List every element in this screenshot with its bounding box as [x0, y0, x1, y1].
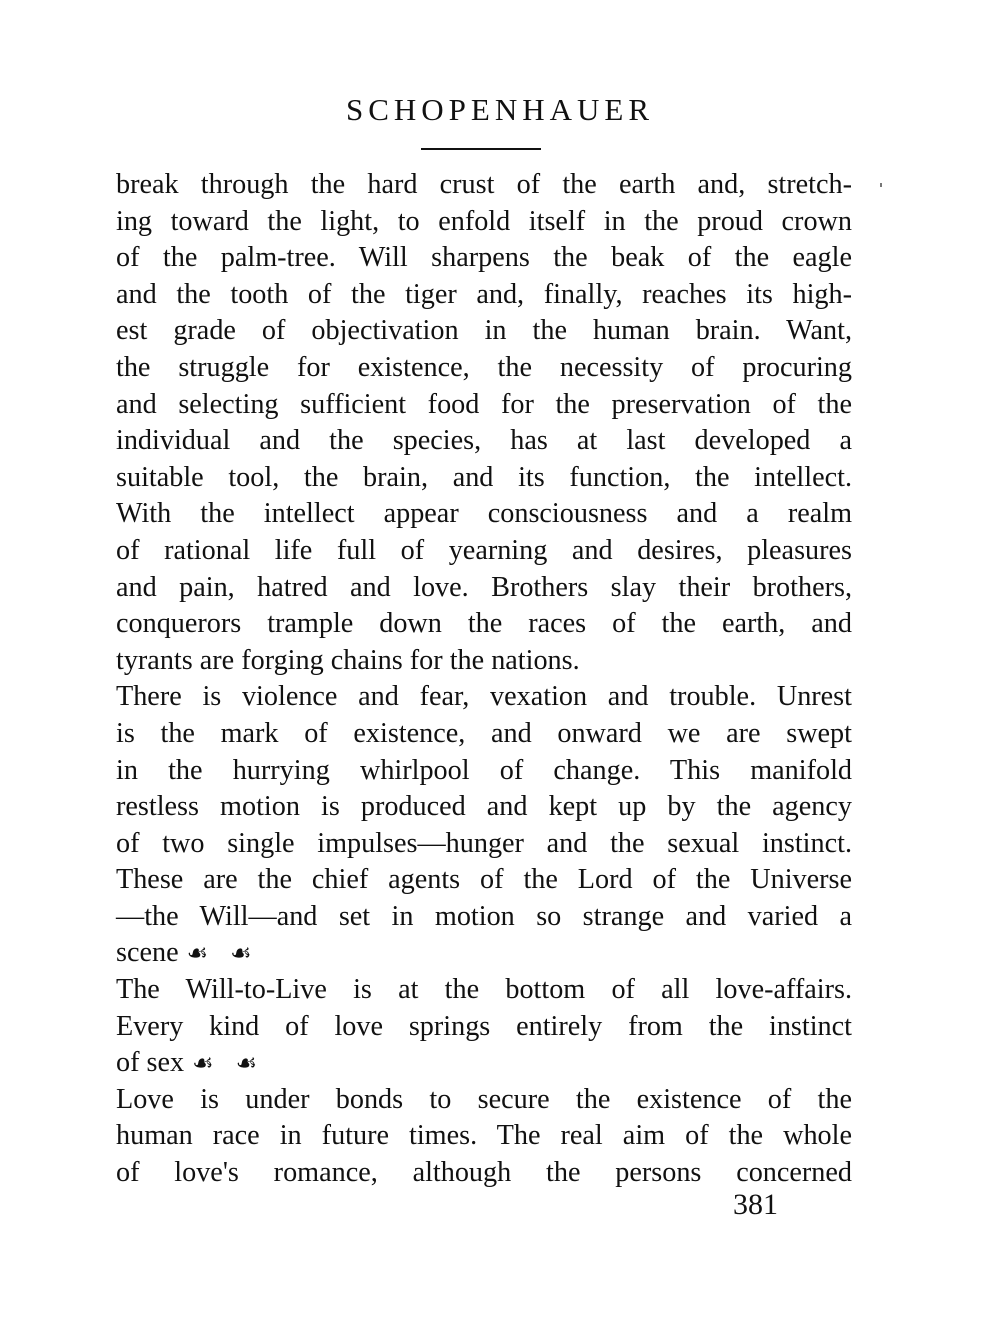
text-line: There is violence and fear, vexation and trouble. Unrest — [116, 681, 852, 713]
text-line: and pain, hatred and love. Brothers slay their brothers, — [116, 571, 852, 603]
text-line: ing toward the light, to enfold itself in the proud crown — [116, 205, 852, 237]
header-rule — [421, 148, 541, 150]
line-text: of sex — [116, 1047, 185, 1079]
text-line: human race in future times. The real aim of the whole — [116, 1120, 852, 1152]
text-line: of the palm-tree. Will sharpens the beak of the eagle — [116, 242, 852, 274]
text-line: in the hurrying whirlpool of change. This manifold — [116, 754, 852, 786]
body-text — [116, 167, 852, 1192]
page-number: 381 — [733, 1188, 778, 1221]
text-line: Love is under bonds to secure the existence of the — [116, 1083, 852, 1115]
text-line: The Will-to-Live is at the bottom of all love-affairs. — [116, 974, 852, 1006]
text-line: Every kind of love springs entirely from the instinct — [116, 1010, 852, 1042]
margin-mark — [880, 183, 882, 187]
text-line: the struggle for existence, the necessity of procuring — [116, 351, 852, 383]
text-line: With the intellect appear consciousness and a realm — [116, 498, 852, 530]
text-line — [116, 935, 852, 972]
fleuron-ornament: ☙ ☙ — [186, 941, 260, 968]
text-line: restless motion is produced and kept up by the agency — [116, 791, 852, 823]
text-line: conquerors trample down the races of the earth, and — [116, 608, 852, 640]
text-line: —the Will—and set in motion so strange and varied a — [116, 900, 852, 932]
text-line: of two single impulses—hunger and the sexual instinct. — [116, 827, 852, 859]
text-line: suitable tool, the brain, and its function, the intellect. — [116, 461, 852, 493]
text-line: These are the chief agents of the Lord of the Universe — [116, 864, 852, 896]
text-line: and the tooth of the tiger and, finally, reaches its high- — [116, 278, 852, 310]
line-text: scene — [116, 937, 179, 969]
text-line: and selecting sufficient food for the preservation of the — [116, 388, 852, 420]
text-line: is the mark of existence, and onward we are swept — [116, 717, 852, 749]
text-line: est grade of objectivation in the human brain. Want, — [116, 315, 852, 347]
text-line: of rational life full of yearning and desires, pleasures — [116, 534, 852, 566]
text-line: of love's romance, although the persons concerned — [116, 1157, 852, 1189]
text-line: individual and the species, has at last developed a — [116, 425, 852, 457]
text-line: break through the hard crust of the earth and, stretch- — [116, 169, 852, 200]
fleuron-ornament: ☙ ☙ — [192, 1051, 266, 1078]
running-head: SCHOPENHAUER — [345, 92, 655, 127]
text-line — [116, 1045, 852, 1082]
text-line: tyrants are forging chains for the nations. — [116, 644, 580, 676]
